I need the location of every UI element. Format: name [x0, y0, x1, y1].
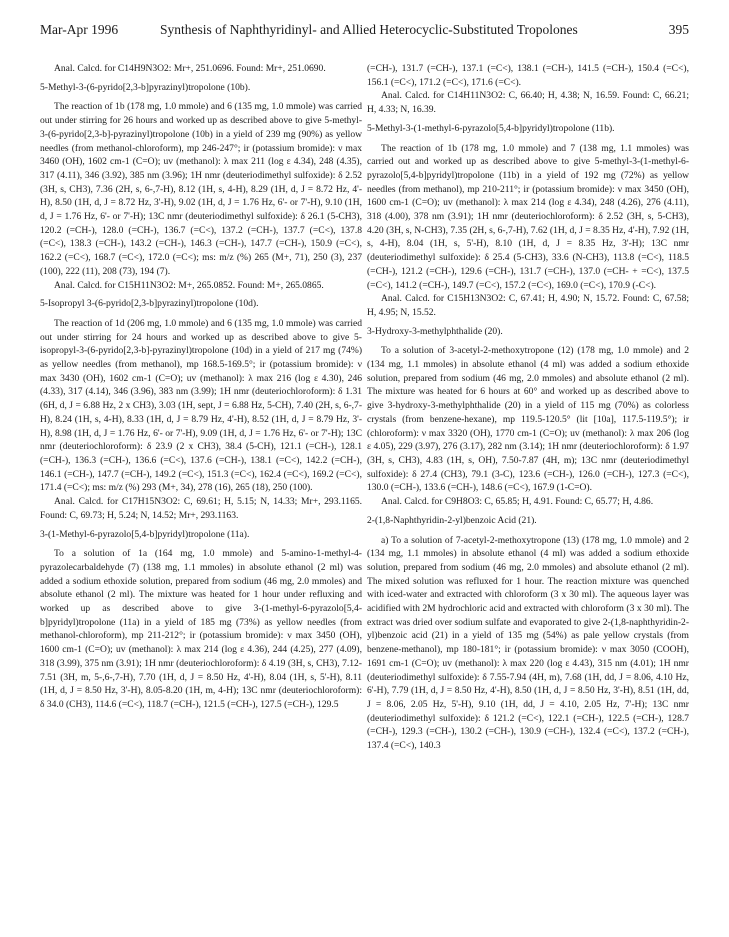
- paragraph-continued: (=CH-), 131.7 (=CH-), 137.1 (=C<), 138.1 (=CH-), 141.5 (=CH-), 150.4 (=C<), 156.1 (=C<), 171.2 (=C<), 171.6 (=C<).: [367, 63, 689, 88]
- running-title: Synthesis of Naphthyridinyl- and Allied Heterocyclic-Substituted Tropolones: [160, 22, 578, 37]
- section-title: 5-Methyl-3-(1-methyl-6-pyrazolo[5,4-b]pyridyl)tropolone (11b).: [367, 122, 615, 134]
- analysis-line: Anal. Calcd. for C9H8O3: C, 65.85; H, 4.91. Found: C, 65.77; H, 4.86.: [381, 496, 654, 508]
- right-column: [367, 62, 689, 753]
- analysis-line: Anal. Calcd. for C14H9N3O2: Mr+, 251.0696. Found: Mr+, 251.0690.: [54, 63, 326, 74]
- section-title: 3-(1-Methyl-6-pyrazolo[5,4-b]pyridyl)tropolone (11a).: [40, 528, 250, 540]
- section-title: 5-Methyl-3-(6-pyrido[2,3-b]pyrazinyl)tropolone (10b).: [40, 81, 251, 93]
- paragraph: The reaction of 1b (178 mg, 1.0 mmole) and 6 (135 mg, 1.0 mmole) was carried out under stirring for 26 hours and worked up as described above to give 5-methyl-3-(6-pyrido[2,3-b]-pyrazinyl)tropolone (10b) in a yield of 239 mg (90%) as yellow needles (from methanol-chloroform), mp 246-247°; ir (potassium bromide): ν max 3460 (OH), 1602 cm-1 (C=O); uv (methanol): λ max 211 (log ε 4.34), 248 (4.35), 317 (4.11), 346 (3.92), 385 nm (3.96); 1H nmr (deuteriodimethyl sulfoxide): δ 2.52 (3H, s, CH3), 7.36 (2H, s, 6-,7-H), 8.12 (1H, s, 4-H), 8.29 (1H, d, J = 8.72 Hz, 4'-H), 8.50 (1H, d, J = 8.72 Hz, 3'-H), 9.02 (1H, d, J = 1.76 Hz, 6'- or 7'-H), 9.10 (1H, d, J = 1.76 Hz, 6'- or 7'-H); 13C nmr (deuteriodimethyl sulfoxide): δ 26.1 (5-CH3), 120.2 (=CH-), 128.0 (=CH-), 136.7 (=C<), 137.2 (=CH-), 137.7 (=C<), 137.8 (=C<), 138.3 (=CH-), 143.2 (=CH-), 146.3 (=CH-), 147.7 (=CH-), 150.9 (=C<), 162.2 (=C<), 168.7 (=C<), 172.0 (=C<); ms: m/z (%) 265 (M+, 71), 250 (3), 237 (100), 222 (11), 208 (73), 194 (7).: [40, 101, 362, 277]
- paragraph: The reaction of 1d (206 mg, 1.0 mmole) and 6 (135 mg, 1.0 mmole) was carried out under stirring for 24 hours and worked up as described above to give 5-isopropyl-3-(6-pyrido[2,3-b]-pyrazinyl)tropolone (10d) in a yield of 217 mg (74%) as yellow needles (from methanol), mp 168.5-169.5°; ir (potassium bromide): ν max 3430 (OH), 1602 cm-1 (C=O); uv (methanol): λ max 216 (log ε 4.30), 246 (4.33), 317 (4.14), 346 (3.96), 383 nm (3.99); 1H nmr (deuteriochloroform): δ 1.31 (6H, d, J = 6.88 Hz, 2 x CH3), 3.03 (1H, sept, J = 6.88 Hz, 5-CH), 7.40 (2H, s, 6-,7-H), 8.24 (1H, s, 4-H), 8.33 (1H, d, J = 8.79 Hz, 4'-H), 8.52 (1H, d, J = 8.79 Hz, 3'-H), 8.98 (1H, d, J = 1.76 Hz, 6'- or 7'-H), 9.09 (1H, d, J = 1.76 Hz, 6'- or 7'-H); 13C nmr (deuteriochloroform): δ 23.9 (2 x CH3), 38.4 (5-CH), 121.1 (=CH-), 128.1 (=CH-), 136.3 (=CH-), 136.6 (=C<), 137.6 (=CH-), 138.1 (=C<), 142.2 (=CH-), 146.1 (=CH-), 147.7 (=CH-), 149.2 (=C<), 151.3 (=C<), 162.4 (=C<), 169.2 (=C<), 171.4 (=C<); ms: m/z (%) 293 (M+, 34), 278 (16), 265 (18), 250 (100).: [40, 317, 362, 494]
- analysis-line: Anal. Calcd. for C17H15N3O2: C, 69.61; H, 5.15; N, 14.33; Mr+, 293.1165. Found: C, 69.73; H, 5.24; N, 14.52; Mr+, 293.1163.: [40, 496, 362, 521]
- section-title: 2-(1,8-Naphthyridin-2-yl)benzoic Acid (21).: [367, 514, 537, 526]
- left-column: [40, 62, 362, 712]
- analysis-line: Anal. Calcd. for C15H13N3O2: C, 67.41; H, 4.90; N, 15.72. Found: C, 67.58; H, 4.95; N, 15.52.: [367, 293, 689, 318]
- section-title: 5-Isopropyl 3-(6-pyrido[2,3-b]pyrazinyl)tropolone (10d).: [40, 298, 259, 310]
- section-title: 3-Hydroxy-3-methylphthalide (20).: [367, 325, 503, 337]
- running-header: [40, 22, 689, 42]
- issue-date: Mar-Apr 1996: [40, 22, 119, 37]
- analysis-line: Anal. Calcd. for C14H11N3O2: C, 66.40; H, 4.38; N, 16.59. Found: C, 66.21; H, 4.33; N, 16.39.: [367, 90, 689, 116]
- paragraph: To a solution of 3-acetyl-2-methoxytropone (12) (178 mg, 1.0 mmole) and 2 (134 mg, 1.1 mmoles) in absolute ethanol (4 ml) was added a sodium ethoxide solution, prepared from sodium (46 mg, 2.0 mmoles) and absolute ethanol (2 ml). The mixture was heated for 6 hours at 60° and worked up as described above to give 3-hydroxy-3-methylphthalide (20) in a yield of 115 mg (70%) as colorless crystals (from benzene-hexane), mp 119.5-120.5° (lit [10a], 117.5-119.5°); ir (chloroform): ν max 3320 (OH), 1770 cm-1 (C=O); uv (methanol): λ max 206 (log ε 4.05), 229 (3.97), 276 (3.17), 282 nm (3.14); 1H nmr (deuteriochloroform): δ 1.97 (3H, s, CH3), 4.83 (1H, s, OH), 7.50-7.87 (4H, m); 13C nmr (deuteriodimethyl sulfoxide): δ 27.4 (CH3), 79.1 (3-C), 123.6 (=CH-), 126.0 (=CH-), 127.3 (=C<), 130.0 (=CH-), 133.6 (=CH-), 148.6 (=C<), 167.9 (1-C=O).: [367, 345, 689, 494]
- paragraph: To a solution of 1a (164 mg, 1.0 mmole) and 5-amino-1-methyl-4-pyrazolecarbaldehyde (7) (138 mg, 1.1 mmoles) in absolute ethanol (2 ml) was added a sodium ethoxide solution, prepared from sodium (46 mg, 2.0 mmoles) and absolute ethanol (2 ml). The mixture was heated for 1 hour under refluxing and worked up as described above to give 3-(1-methyl-6-pyrazolo[5,4-b]pyridyl)tropolone (11a) in a yield of 185 mg (73%) as yellow needles (from methanol-chloroform), mp 211-212°; ir (potassium bromide): ν max 3450 (OH), 1600 cm-1 (C=O); uv (methanol): λ max 214 (log ε 4.36), 244 (4.25), 277 (4.09), 318 (3.99), 375 nm (3.91); 1H nmr (deuteriochloroform): δ 4.19 (3H, s, CH3), 7.12-7.51 (3H, m, 5-,6-,7-H), 7.70 (1H, d, J = 8.50 Hz, 4'-H), 8.04 (1H, s, 5'-H), 8.11 (1H, d, J = 8.50 Hz, 3'-H), 8.05-8.20 (1H, m, 4-H); 13C nmr (deuteriochloroform): δ 34.0 (CH3), 114.6 (=C<), 118.7 (=CH-), 121.5 (=CH-), 127.5 (=CH-), 129.5: [40, 548, 362, 710]
- paragraph: a) To a solution of 7-acetyl-2-methoxytropone (13) (178 mg, 1.0 mmole) and 2 (134 mg, 1.1 mmoles) in absolute ethanol (4 ml) was added a sodium ethoxide solution, prepared from sodium (46 mg, 2.0 mmoles) and absolute ethanol (2 ml). The mixed solution was refluxed for 1 hour. The reaction mixture was quenched with iced-water and extracted with chloroform (3 x 30 ml). The aqueous layer was acidified with 2M hydrochloric acid and extracted with chloroform (3 x 30 ml). The extract was dried over sodium sulfate and evaporated to give 2-(1,8-naphthyridin-2-yl)benzoic acid (21) in a yield of 135 mg (54%) as pale yellow crystals (from benzene-methanol), mp 180-181°; ir (potassium bromide): ν max 3050 (COOH), 1691 cm-1 (C=O); uv (methanol): λ max 220 (log ε 4.43), 315 nm (4.01); 1H nmr (deuteriodimethyl sulfoxide): δ 7.55-7.94 (4H, m), 7.68 (1H, dd, J = 8.06, 4.10 Hz, 6'-H), 7.79 (1H, d, J = 8.50 Hz, 4'-H), 8.50 (1H, d, J = 8.50 Hz, 3'-H), 8.51 (1H, dd, J = 8.06, 2.05 Hz, 5'-H), 9.10 (1H, dd, J = 4.10, 2.05 Hz, 7'-H); 13C nmr (deuteriodimethyl sulfoxide): δ 121.2 (=C<), 122.1 (=CH-), 122.5 (=CH-), 128.7 (=CH-), 129.3 (=CH-), 130.2 (=CH-), 130.9 (=CH-), 132.4 (=C<), 137.2 (=CH-), 137.4 (=C<), 140.3: [367, 534, 689, 752]
- analysis-line: Anal. Calcd. for C15H11N3O2: M+, 265.0852. Found: M+, 265.0865.: [54, 279, 324, 291]
- page-number: 395: [668, 22, 689, 37]
- paragraph: The reaction of 1b (178 mg, 1.0 mmole) and 7 (138 mg, 1.1 mmoles) was carried out and worked up as described above to give 5-methyl-3-(1-methyl-6-pyrazolo[5,4-b]pyridyl)tropolone (11b) in a yield of 192 mg (72%) as yellow needles (from methanol), mp 210-211°; ir (potassium bromide): ν max 3450 (OH), 1600 cm-1 (C=O); uv (methanol): λ max 214 (log ε 4.34), 248 (4.26), 276 (4.11), 318 (4.00), 378 nm (3.91); 1H nmr (deuteriochloroform): δ 2.52 (3H, s, 5-CH3), 4.20 (3H, s, N-CH3), 7.35 (2H, s, 6-,7-H), 7.62 (1H, d, J = 8.35 Hz, 4'-H), 7.92 (1H, s, 4-H), 8.04 (1H, s, 5'-H), 8.10 (1H, d, J = 8.35 Hz, 3'-H); 13C nmr (deuteriodimethyl sulfoxide): δ 25.4 (5-CH3), 33.6 (N-CH3), 113.8 (=C<), 118.5 (=CH-), 121.2 (=CH-), 129.6 (=CH-), 131.7 (=CH-), 137.0 (=CH- + =C<), 137.5 (=C<), 141.2 (=CH-), 149.7 (=C<), 157.2 (=C<), 169.0 (=C<), 170.9 (-C<).: [367, 142, 689, 291]
